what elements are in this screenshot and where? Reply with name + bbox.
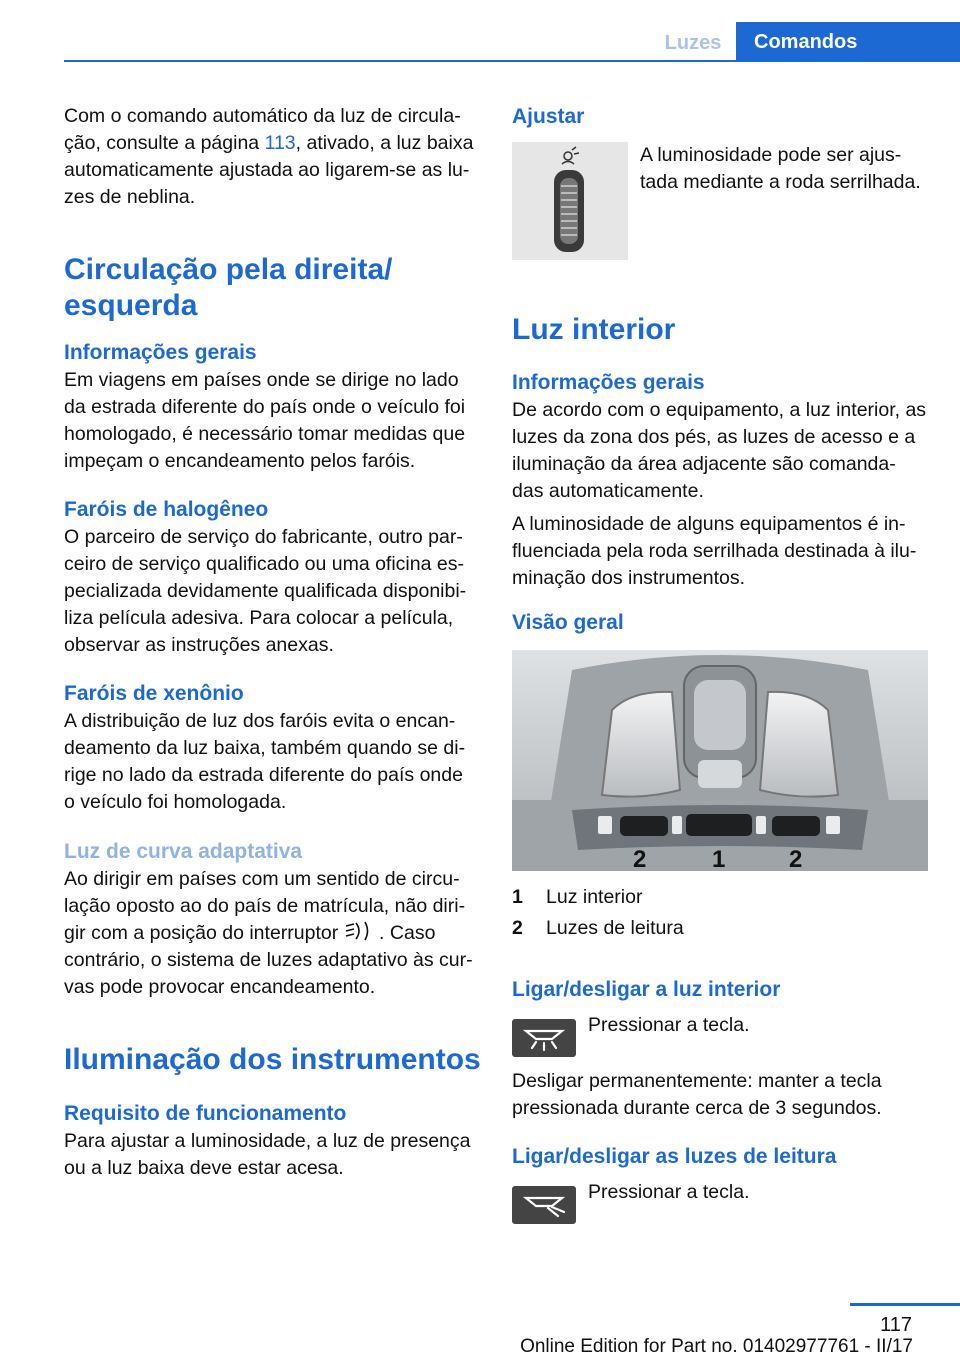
heading-requisito: Requisito de funcionamento: [64, 1102, 347, 1125]
photo-label-left: 2: [633, 846, 647, 871]
interior-light-button[interactable]: [512, 1019, 576, 1057]
header-tab-comandos[interactable]: Comandos: [736, 22, 960, 62]
luz-interior-info-text: De acordo com o equipamento, a luz interior, as luzes da zona dos pés, as luzes de acesso e a iluminação da área adjacente são comanda- das automaticamente.: [512, 399, 927, 502]
desligar-permanente-text: Desligar permanentemente: manter a tecla pressionada durante cerca de 3 segundos.: [512, 1070, 882, 1119]
header-tab-luzes[interactable]: Luzes: [664, 32, 722, 54]
heading-informacoes-gerais: Informações gerais: [64, 341, 257, 364]
heading-iluminacao: Iluminação dos instrumentos: [64, 1043, 481, 1076]
photo-label-center: 1: [712, 846, 726, 871]
reading-light-icon: [512, 1186, 576, 1224]
heading-ligar-leitura: Ligar/desligar as luzes de leitura: [512, 1145, 837, 1168]
legend-item: 2 Luzes de leitura: [512, 917, 684, 939]
heading-ligar-interior: Ligar/desligar a luz interior: [512, 978, 781, 1001]
section-luz-interior-info: [512, 369, 928, 592]
xenonio-text: A distribuição de luz dos faróis evita o encan- deamento da luz baixa, também quando se di- rige no lado da estrada diferente do país onde o veículo foi homologada.: [64, 710, 466, 813]
requisito-text: Para ajustar a luminosidade, a luz de presença ou a luz baixa deve estar acesa.: [64, 1130, 471, 1179]
heading-circulacao: Circulação pela direita/ esquerda: [64, 253, 393, 322]
section-informacoes-gerais: [64, 339, 476, 475]
interior-light-icon: [512, 1019, 576, 1057]
edition-note: Online Edition for Part no. 01402977761 - II/17: [520, 1336, 913, 1357]
halogeneo-text: O parceiro de serviço do fabricante, outro par- ceiro de serviço qualificado ou uma oficina es- pecializada devidamente qualificada disponibi- liza película adesiva. Para colocar a película, observar as instruções anexas.: [64, 526, 467, 656]
heading-informacoes-gerais-2: Informações gerais: [512, 371, 705, 394]
dimmer-wheel-icon: [512, 142, 628, 260]
dimmer-wheel-image: [512, 142, 628, 260]
legend-item: 1 Luz interior: [512, 886, 643, 908]
footer-rule: [850, 1303, 960, 1306]
heading-halogeneo: Faróis de halogêneo: [64, 498, 269, 521]
photo-label-right: 2: [789, 846, 803, 871]
reading-light-button[interactable]: [512, 1186, 576, 1224]
heading-xenonio: Faróis de xenônio: [64, 682, 244, 705]
overhead-console-photo: [512, 650, 928, 871]
fog-light-switch-icon: [344, 920, 374, 942]
section-halogeneo: [64, 496, 476, 659]
heading-visao-geral: Visão geral: [512, 611, 624, 634]
luz-interior-info-text-2: A luminosidade de alguns equipamentos é in- fluenciada pela roda serrilhada destinada à ilu- minação dos instrumentos.: [512, 513, 917, 589]
header-rule: [64, 60, 960, 62]
heading-curva-adaptativa: Luz de curva adaptativa: [64, 840, 303, 863]
heading-luz-interior: Luz interior: [512, 313, 676, 346]
page-number: 117: [880, 1314, 912, 1336]
page-link[interactable]: 113: [264, 132, 296, 154]
intro-paragraph: Com o comando automático da luz de circula- ção, consulte a página 113, ativado, a luz baixa automaticamente ajustada ao ligarem-se as lu- zes de neblina.: [64, 105, 474, 208]
ligar-interior-text: Pressionar a tecla.: [588, 1014, 750, 1036]
heading-ajustar: Ajustar: [512, 105, 585, 128]
curva-text: Ao dirigir em países com um sentido de circu- lação oposto ao do país de matrícula, não diri- gir com a posição do interruptor . Caso contrário, o sistema de luzes adaptativo às cur- vas pode provocar encandeamento.: [64, 868, 473, 998]
section-xenonio: [64, 680, 476, 816]
legend: [512, 882, 928, 944]
ajustar-text-block: A luminosidade pode ser ajus- tada mediante a roda serrilhada.: [640, 144, 921, 193]
section-curva: [64, 838, 476, 1001]
section-requisito: [64, 1100, 476, 1182]
informacoes-text: Em viagens em países onde se dirige no lado da estrada diferente do país onde o veículo foi homologado, é necessário tomar medidas que impeçam o encandeamento pelos faróis.: [64, 369, 466, 472]
ligar-leitura-text: Pressionar a tecla.: [588, 1181, 750, 1203]
